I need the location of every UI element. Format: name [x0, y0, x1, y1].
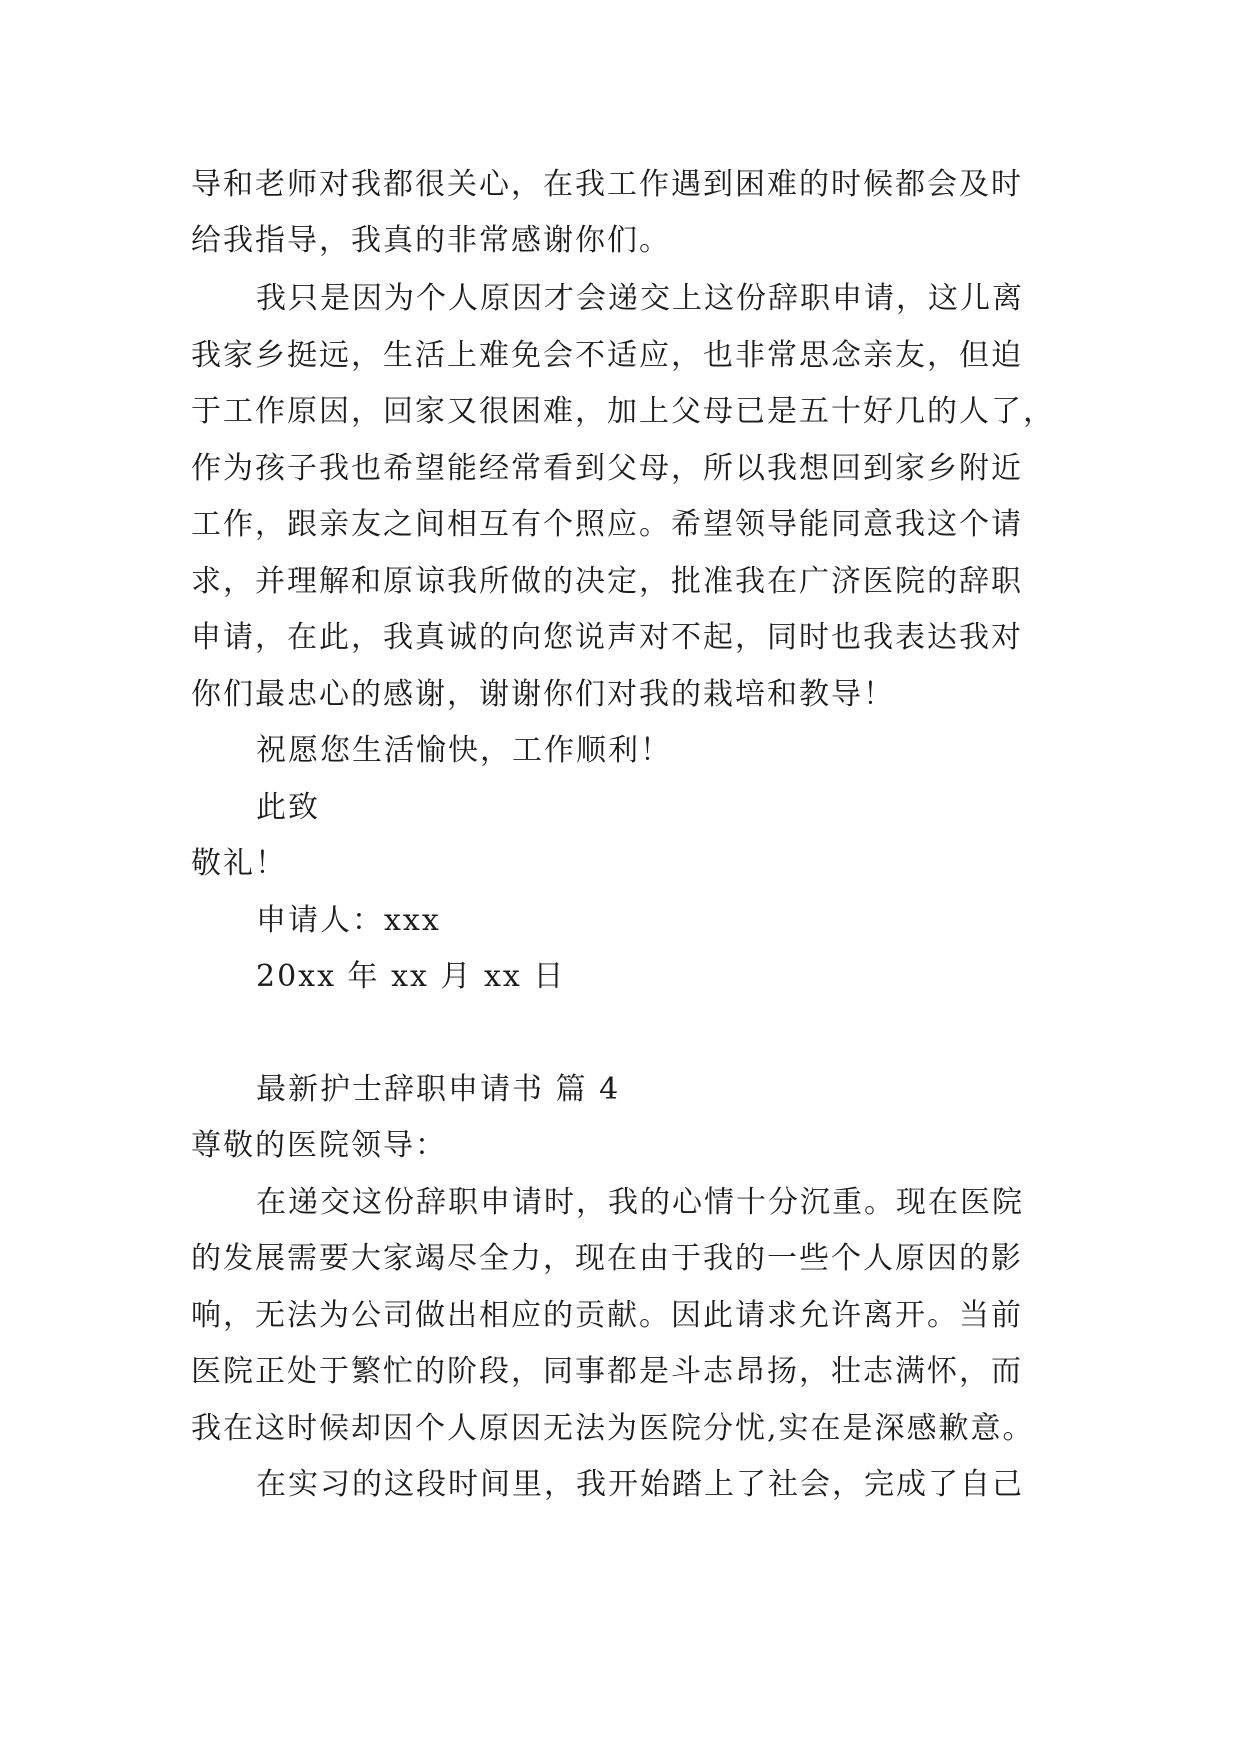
paragraph-line: 的发展需要大家竭尽全力，现在由于我的一些个人原因的影 — [191, 1241, 1023, 1276]
paragraph-line: 于工作原因，回家又很困难，加上父母已是五十好几的人了， — [191, 394, 1055, 429]
paragraph-line: 在实习的这段时间里，我开始踏上了社会，完成了自己 — [256, 1467, 1024, 1502]
letter-greeting: 尊敬的医院领导： — [191, 1128, 447, 1163]
paragraph-line: 我只是因为个人原因才会递交上这份辞职申请，这儿离 — [256, 281, 1024, 316]
section-title: 最新护士辞职申请书 篇 4 — [256, 1072, 621, 1107]
applicant-signature: 申请人：xxx — [256, 903, 441, 938]
paragraph-line: 给我指导，我真的非常感谢你们。 — [191, 223, 671, 258]
signature-date: 20xx 年 xx 月 xx 日 — [256, 959, 566, 994]
closing-respect: 敬礼！ — [191, 846, 287, 881]
paragraph-line: 在递交这份辞职申请时，我的心情十分沉重。现在医院 — [256, 1185, 1024, 1220]
paragraph-line: 导和老师对我都很关心，在我工作遇到困难的时候都会及时 — [191, 167, 1023, 202]
paragraph-line: 我在这时候却因个人原因无法为医院分忧,实在是深感歉意。 — [191, 1411, 1035, 1446]
paragraph-line: 申请，在此，我真诚的向您说声对不起，同时也我表达我对 — [191, 620, 1023, 655]
paragraph-line: 你们最忠心的感谢，谢谢你们对我的栽培和教导！ — [191, 677, 895, 712]
paragraph-line: 医院正处于繁忙的阶段，同事都是斗志昂扬，壮志满怀，而 — [191, 1354, 1023, 1389]
closing-salutation: 此致 — [256, 790, 320, 825]
paragraph-line: 求，并理解和原谅我所做的决定，批准我在广济医院的辞职 — [191, 564, 1023, 599]
paragraph-line: 响，无法为公司做出相应的贡献。因此请求允许离开。当前 — [191, 1298, 1023, 1333]
paragraph-line: 我家乡挺远，生活上难免会不适应，也非常思念亲友，但迫 — [191, 338, 1023, 373]
paragraph-line: 工作，跟亲友之间相互有个照应。希望领导能同意我这个请 — [191, 507, 1023, 542]
paragraph-line: 作为孩子我也希望能经常看到父母，所以我想回到家乡附近 — [191, 451, 1023, 486]
closing-wish: 祝愿您生活愉快，工作顺利！ — [256, 733, 672, 768]
